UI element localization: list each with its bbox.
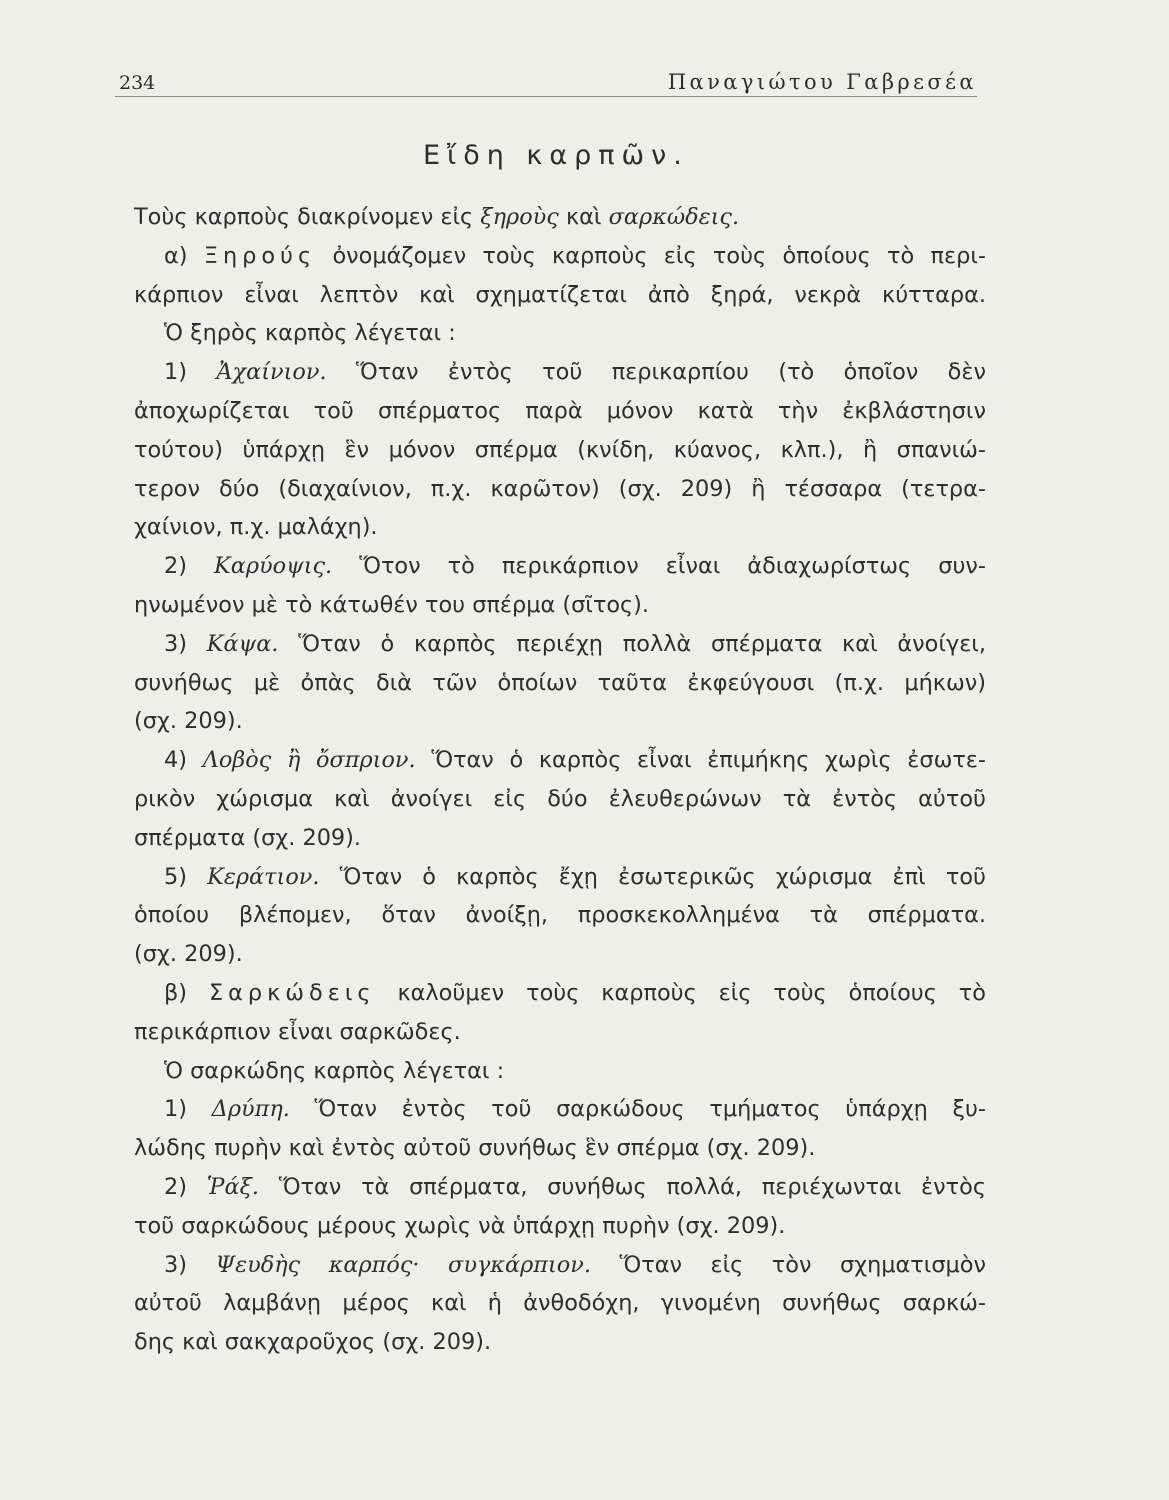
spaced-term: Σαρκώδεις bbox=[208, 979, 376, 1006]
italic-term: Καρύοψις. bbox=[214, 553, 333, 580]
running-head: Παναγιώτου Γαβρεσέα bbox=[667, 70, 977, 94]
text-line: ὁποίου βλέπομεν, ὅταν ἀνοίξῃ, προσκεκολλημένα τὰ σπέρματα. bbox=[134, 902, 986, 929]
text-line: κάρπιον εἶναι λεπτὸν καὶ σχηματίζεται ἀπὸ ξηρά, νεκρὰ κύτταρα. bbox=[134, 281, 986, 308]
text-line: ρικὸν χώρισμα καὶ ἀνοίγει εἰς δύο ἐλευθερώνων τὰ ἐντὸς αὐτοῦ bbox=[134, 785, 986, 812]
text-line: ηνωμένον μὲ τὸ κάτωθέν του σπέρμα (σῖτος). bbox=[134, 591, 650, 618]
text-line: λώδης πυρὴν καὶ ἐντὸς αὐτοῦ συνήθως ἓν σπέρμα (σχ. 209). bbox=[134, 1135, 816, 1162]
text-line: τερον δύο (διαχαίνιον, π.χ. καρῶτον) (σχ. 209) ἢ τέσσαρα (τετρα- bbox=[134, 475, 986, 502]
page-header bbox=[115, 66, 977, 97]
italic-term: Κεράτιον. bbox=[207, 863, 320, 890]
text-line: 4) Λοβὸς ἢ ὄσπριον. Ὅταν ὁ καρπὸς εἶναι ἐπιμήκης χωρὶς ἐσωτε- bbox=[164, 747, 986, 774]
text-line: τοῦ σαρκώδους μέρους χωρὶς νὰ ὑπάρχῃ πυρὴν (σχ. 209). bbox=[134, 1212, 786, 1239]
text-line: 2) Καρύοψις. Ὅτον τὸ περικάρπιον εἶναι ἀδιαχωρίστως συν- bbox=[164, 553, 986, 580]
italic-term: Δρύπη. bbox=[211, 1096, 290, 1123]
italic-term: Ψευδὴς καρπός· συγκάρπιον. bbox=[215, 1251, 591, 1278]
italic-term: Λοβὸς ἢ ὄσπριον. bbox=[202, 747, 416, 774]
text-line: ἀποχωρίζεται τοῦ σπέρματος παρὰ μόνον κατὰ τὴν ἐκβλάστησιν bbox=[134, 397, 986, 424]
text-line: 1) Δρύπη. Ὅταν ἐντὸς τοῦ σαρκώδους τμήματος ὑπάρχῃ ξυ- bbox=[164, 1096, 986, 1123]
spaced-term: Ξηρούς bbox=[203, 242, 317, 269]
text-line: Τοὺς καρποὺς διακρίνομεν εἰς ξηροὺς καὶ σαρκώδεις. bbox=[134, 204, 740, 230]
text-line: 5) Κεράτιον. Ὅταν ὁ καρπὸς ἔχῃ ἐσωτερικῶς χώρισμα ἐπὶ τοῦ bbox=[164, 863, 986, 890]
text-line: περικάρπιον εἶναι σαρκῶδες. bbox=[134, 1018, 461, 1045]
text-line: Ὁ ξηρὸς καρπὸς λέγεται : bbox=[164, 320, 456, 347]
text-line: τούτου) ὑπάρχῃ ἓν μόνον σπέρμα (κνίδη, κύανος, κλπ.), ἢ σπανιώ- bbox=[134, 436, 986, 463]
italic-term: σαρκώδεις. bbox=[608, 204, 740, 230]
section-title: Εἴδη καρπῶν. bbox=[423, 140, 689, 171]
italic-term: ξηροὺς bbox=[480, 204, 559, 230]
text-line: 1) Ἀχαίνιον. Ὅταν ἐντὸς τοῦ περικαρπίου (τὸ ὁποῖον δὲν bbox=[164, 359, 986, 386]
text-line: (σχ. 209). bbox=[134, 941, 243, 968]
text-line: χαίνιον, π.χ. μαλάχη). bbox=[134, 514, 378, 541]
text-line: β) Σαρκώδεις καλοῦμεν τοὺς καρποὺς εἰς τοὺς ὁποίους τὸ bbox=[164, 979, 986, 1006]
text-line: 3) Κάψα. Ὅταν ὁ καρπὸς περιέχῃ πολλὰ σπέρματα καὶ ἀνοίγει, bbox=[164, 630, 986, 657]
text-line: δης καὶ σακχαροῦχος (σχ. 209). bbox=[134, 1329, 492, 1356]
text-line: συνήθως μὲ ὀπὰς διὰ τῶν ὁποίων ταῦτα ἐκφεύγουσι (π.χ. μήκων) bbox=[134, 669, 986, 696]
text-line: 2) Ῥάξ. Ὅταν τὰ σπέρματα, συνήθως πολλά, περιέχωνται ἐντὸς bbox=[164, 1173, 986, 1200]
text-line: 3) Ψευδὴς καρπός· συγκάρπιον. Ὅταν εἰς τὸν σχηματισμὸν bbox=[164, 1251, 987, 1278]
italic-term: Ῥάξ. bbox=[206, 1173, 260, 1200]
text-line: (σχ. 209). bbox=[134, 708, 243, 735]
italic-term: Ἀχαίνιον. bbox=[216, 359, 327, 386]
italic-term: Κάψα. bbox=[206, 630, 279, 657]
text-line: σπέρματα (σχ. 209). bbox=[134, 824, 362, 851]
text-line: αὐτοῦ λαμβάνῃ μέρος καὶ ἡ ἀνθοδόχη, γινομένη συνήθως σαρκώ- bbox=[134, 1290, 986, 1317]
body-text bbox=[134, 198, 986, 1362]
text-line: α) Ξηρούς ὀνομάζομεν τοὺς καρποὺς εἰς τοὺς ὁποίους τὸ περι- bbox=[164, 242, 986, 269]
text-line: Ὁ σαρκώδης καρπὸς λέγεται : bbox=[164, 1057, 505, 1084]
page-number: 234 bbox=[119, 72, 156, 94]
